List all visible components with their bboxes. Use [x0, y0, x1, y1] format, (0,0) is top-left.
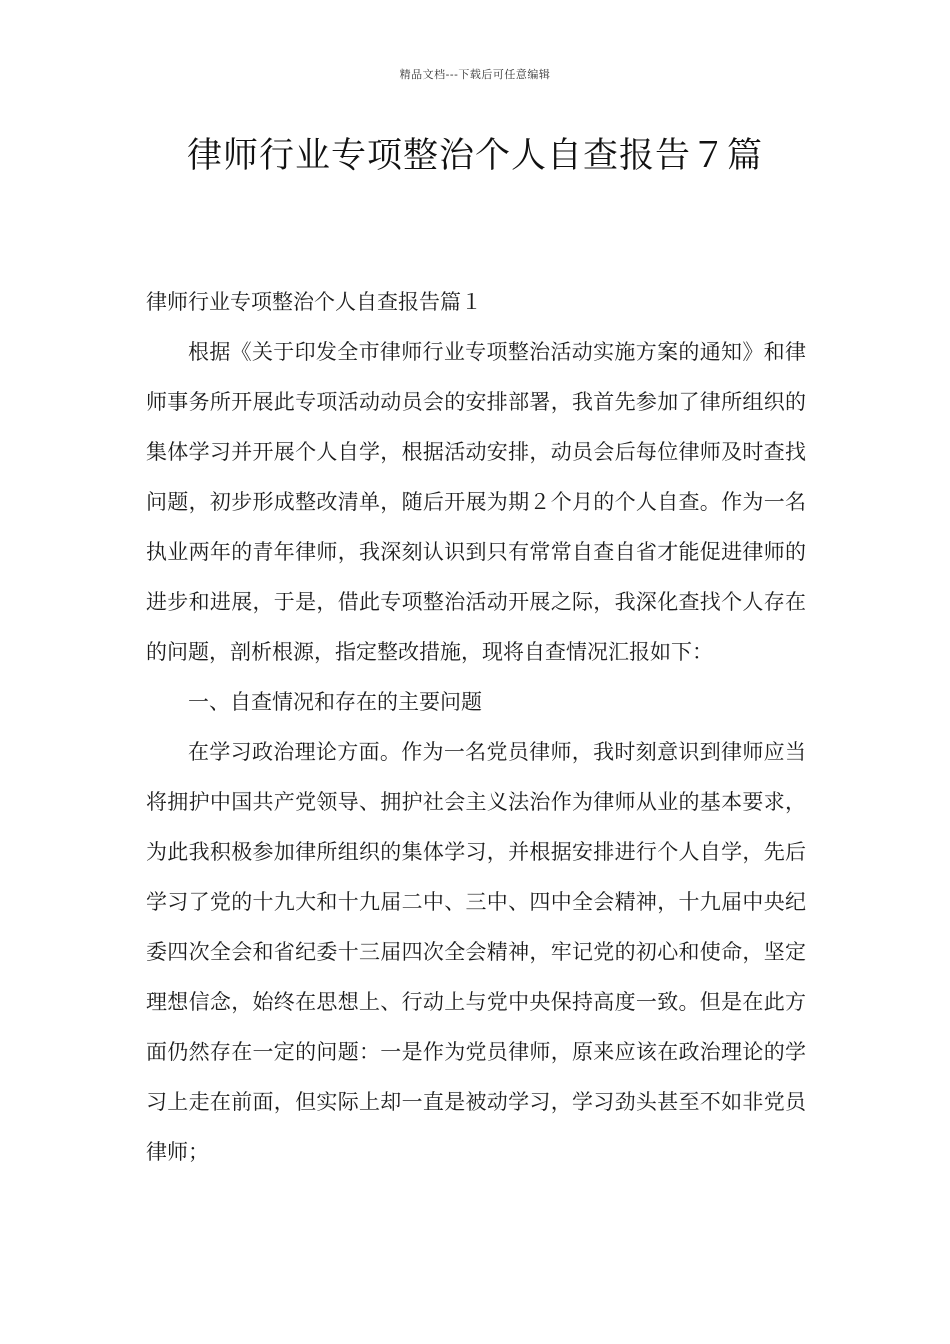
header-note: 精品文档---下载后可任意编辑 [399, 68, 551, 81]
section-heading: 律师行业专项整治个人自查报告篇１ [146, 290, 482, 314]
subheading-self-check: 一、自查情况和存在的主要问题 [188, 690, 482, 714]
paragraph-intro: 根据《关于印发全市律师行业专项整治活动实施方案的通知》和律师事务所开展此专项活动动员会的安排部署，我首先参加了律所组织的集体学习并开展个人自学，根据活动安排，动员会后每位律师及时查找问题，初步形成整改清单，随后开展为期２个月的个人自查。作为一名执业两年的青年律师，我深刻认识到只有常常自查自省才能促进律师的进步和进展，于是，借此专项整治活动开展之际，我深化查找个人存在的问题，剖析根源，指定整改措施，现将自查情况汇报如下： [146, 340, 806, 664]
document-title: 律师行业专项整治个人自查报告７篇 [186, 136, 763, 176]
paragraph-political-theory: 在学习政治理论方面。作为一名党员律师，我时刻意识到律师应当将拥护中国共产党领导、拥护社会主义法治作为律师从业的基本要求，为此我积极参加律所组织的集体学习，并根据安排进行个人自学，先后学习了党的十九大和十九届二中、三中、四中全会精神，十九届中央纪委四次全会和省纪委十三届四次全会精神，牢记党的初心和使命，坚定理想信念，始终在思想上、行动上与党中央保持高度一致。但是在此方面仍然存在一定的问题：一是作为党员律师，原来应该在政治理论的学习上走在前面，但实际上却一直是被动学习，学习劲头甚至不如非党员律师； [146, 740, 806, 1164]
document-body [146, 277, 806, 1177]
